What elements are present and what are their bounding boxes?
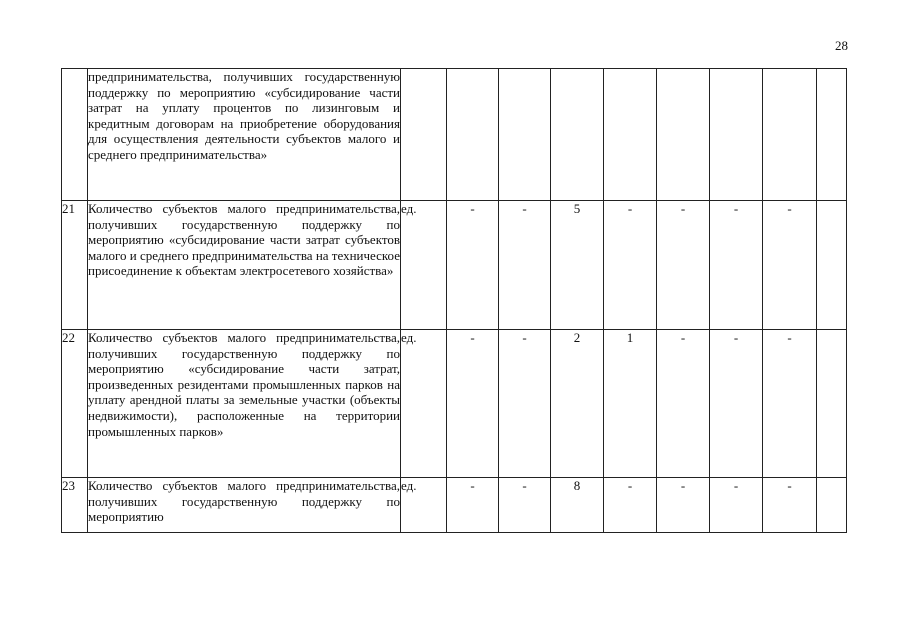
row-value: - <box>499 330 551 478</box>
page-number: 28 <box>835 38 848 53</box>
row-value: - <box>447 201 499 330</box>
row-value: 8 <box>551 478 604 533</box>
row-value: - <box>604 478 657 533</box>
row-value: - <box>447 478 499 533</box>
row-value <box>817 478 847 533</box>
row-value <box>551 69 604 201</box>
row-value <box>763 69 817 201</box>
row-value: - <box>499 201 551 330</box>
row-value: - <box>657 478 710 533</box>
table-row <box>62 478 847 533</box>
row-number: 23 <box>62 478 88 533</box>
row-description: предпринимательства, получивших государственную поддержку по мероприятию «субсидирование части затрат на уплату процентов по лизинговым и кредитным договорам на приобретение оборудования для осуществления деятельности субъектов малого и среднего предпринимательства» <box>88 69 401 201</box>
row-value <box>499 69 551 201</box>
row-number <box>62 69 88 201</box>
row-value: - <box>447 330 499 478</box>
row-description: Количество субъектов малого предпринимательства, получивших государственную поддержку по мероприятию «субсидирование части затрат субъектов малого и среднего предпринимательства на техническое присоединение к объектам электросетевого хозяйства» <box>88 201 401 330</box>
row-value <box>657 69 710 201</box>
row-description: Количество субъектов малого предпринимательства, получивших государственную поддержку по мероприятию <box>88 478 401 533</box>
row-value: - <box>657 330 710 478</box>
indicators-table <box>61 68 847 533</box>
table-row <box>62 69 847 201</box>
row-value: - <box>710 330 763 478</box>
row-description: Количество субъектов малого предпринимательства, получивших государственную поддержку по мероприятию «субсидирование части затрат, произведенных резидентами промышленных парков на уплату арендной платы за земельные участки (объекты недвижимости), расположенные на территории промышленных парков» <box>88 330 401 478</box>
row-value <box>817 201 847 330</box>
row-value <box>817 69 847 201</box>
row-value: 1 <box>604 330 657 478</box>
row-unit <box>401 69 447 201</box>
row-number: 22 <box>62 330 88 478</box>
table-row <box>62 330 847 478</box>
row-value: 5 <box>551 201 604 330</box>
row-value <box>447 69 499 201</box>
row-unit: ед. <box>401 201 447 330</box>
row-value <box>710 69 763 201</box>
row-value: 2 <box>551 330 604 478</box>
row-number: 21 <box>62 201 88 330</box>
row-unit: ед. <box>401 478 447 533</box>
row-value: - <box>499 478 551 533</box>
row-value: - <box>763 478 817 533</box>
row-unit: ед. <box>401 330 447 478</box>
row-value: - <box>604 201 657 330</box>
row-value: - <box>763 330 817 478</box>
row-value: - <box>763 201 817 330</box>
row-value <box>604 69 657 201</box>
row-value: - <box>710 478 763 533</box>
row-value: - <box>657 201 710 330</box>
row-value <box>817 330 847 478</box>
table-row <box>62 201 847 330</box>
row-value: - <box>710 201 763 330</box>
